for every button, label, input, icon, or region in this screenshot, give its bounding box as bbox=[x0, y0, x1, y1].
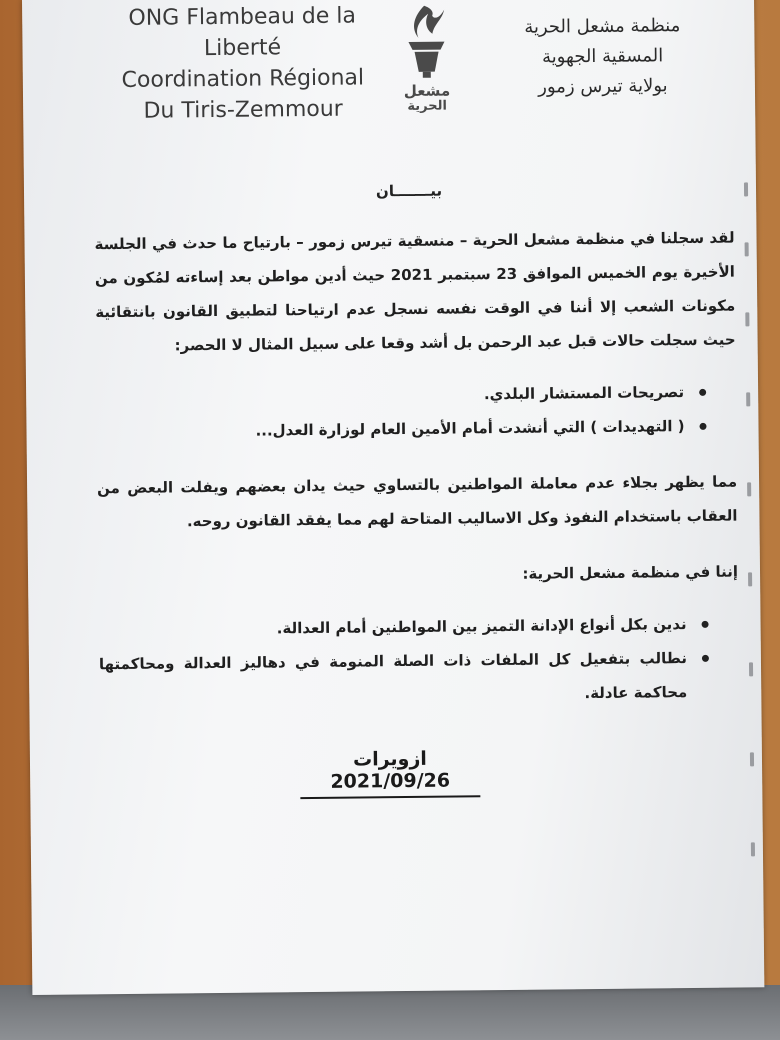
torch-icon bbox=[384, 1, 469, 114]
statement-intro: إننا في منظمة مشعل الحرية: bbox=[522, 562, 739, 583]
list-item: ندين بكل أنواع الإدانة التميز بين المواطنين أمام العدالة. bbox=[98, 607, 708, 647]
header-arabic-line: منظمة مشعل الحرية bbox=[524, 15, 681, 38]
header-french-line: ONG Flambeau de la bbox=[128, 3, 357, 31]
document-body bbox=[94, 221, 739, 716]
list-item: نطالب بتفعيل كل الملفات ذات الصلة المنومة في دهاليز العدالة ومحاكمتها محاكمة عادلة. bbox=[99, 641, 710, 715]
header-arabic-line: بولاية تيرس زمور bbox=[538, 75, 668, 98]
svg-text:مشعل: مشعل bbox=[403, 81, 451, 101]
svg-text:الحرية: الحرية bbox=[407, 98, 447, 114]
document-page bbox=[22, 0, 764, 995]
list-item: ( التهديدات ) التي أنشدت أمام الأمين العام لوزارة العدل... bbox=[96, 409, 706, 449]
list-item: تصريحات المستشار البلدي. bbox=[96, 375, 706, 415]
header-arabic-line: المسقية الجهوية bbox=[541, 45, 664, 68]
intro-paragraph: لقد سجلنا في منظمة مشعل الحرية – منسقية تيرس زمور – بارتياح ما حدث في الجلسة الأخيرة يوم الخميس الموافق 23 سبتمبر 2021 حيث أدين مواطن بعد إساءته لمُكون من مكونات الشعب إلا أننا في الوقت نفسه نسجل عدم ارتياحنا لتطبيق القانون بانتقائية حيث سجلت حالات قبل عبد الرحمن بل أشد وقعا على سبيل المثال لا الحصر: bbox=[94, 228, 736, 355]
header-french bbox=[102, 0, 383, 127]
header-french-line: Coordination Régional bbox=[121, 65, 365, 93]
date-place-line: ازويرات 2021/09/26 bbox=[300, 747, 481, 799]
document-title: بيـــــــان bbox=[375, 181, 443, 201]
header-french-line: Du Tiris-Zemmour bbox=[143, 96, 343, 124]
page-edge-marks bbox=[744, 182, 759, 882]
header-arabic bbox=[492, 11, 713, 103]
demands-list bbox=[98, 607, 739, 716]
middle-paragraph: مما يظهر بجلاء عدم معاملة المواطنين بالتساوي حيث يدان بعضهم ويفلت البعض من العقاب باستخدام النفوذ وكل الاساليب المتاحة لهم مما يفقد القانون روحه. bbox=[97, 472, 738, 531]
header-french-line: Liberté bbox=[203, 35, 282, 62]
examples-list bbox=[96, 375, 737, 450]
